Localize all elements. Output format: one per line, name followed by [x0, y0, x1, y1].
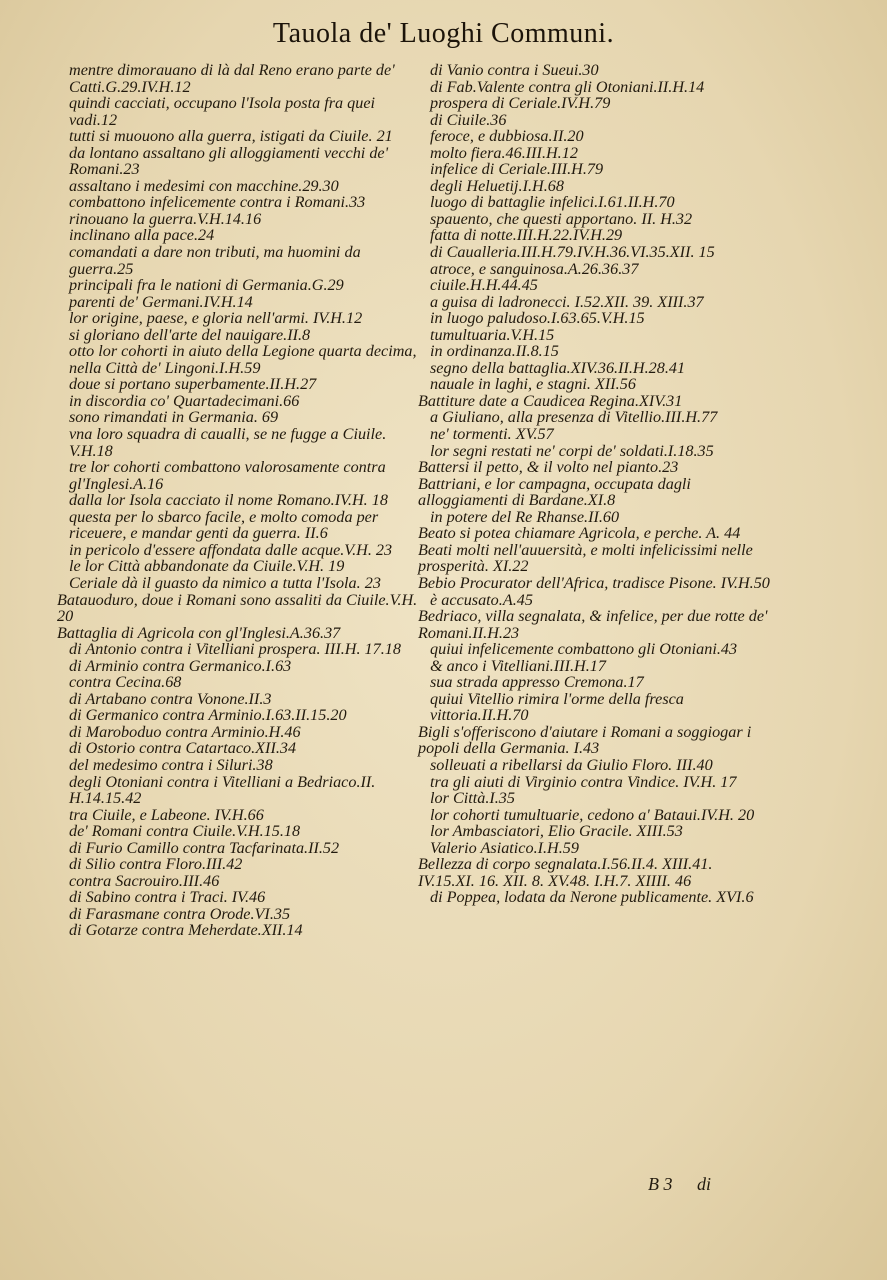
index-subentry: quiui Vitellio rimira l'orme della fresca vittoria.II.H.70 — [430, 689, 684, 725]
index-subentry: contra Cecina.68 — [69, 673, 182, 692]
index-subentry: principali fra le nationi di Germania.G.29 — [69, 276, 344, 295]
index-subentry: del medesimo contra i Siluri.38 — [69, 755, 273, 774]
index-subentry: rinouano la guerra.V.H.14.16 — [69, 209, 262, 228]
index-heading-entry: Battersi il petto, & il volto nel pianto.23 — [418, 458, 679, 477]
index-subentry: quiui infelicemente combattono gli Otoniani.43 — [430, 640, 738, 659]
index-subentry: in potere del Re Rhanse.II.60 — [430, 507, 620, 526]
index-subentry: Ceriale dà il guasto da nimico a tutta l'Isola. 23 — [69, 573, 381, 592]
index-heading-entry: Bedriaco, villa segnalata, & infelice, per due rotte de' Romani.II.H.23 — [418, 607, 768, 642]
index-subentry: di Silio contra Floro.III.42 — [69, 855, 243, 874]
index-subentry: mentre dimorauano di là dal Reno erano parte de' Catti.G.29.IV.H.12 — [69, 61, 395, 96]
page-title: Tauola de' Luoghi Communi. — [272, 18, 615, 49]
index-subentry: sua strada appresso Cremona.17 — [430, 673, 644, 692]
index-subentry: assaltano i medesimi con macchine.29.30 — [69, 176, 339, 195]
index-subentry: luogo di battaglie infelici.I.61.II.H.70 — [430, 193, 675, 212]
index-subentry: di Ciuile.36 — [430, 110, 507, 129]
index-column-left — [57, 62, 427, 939]
index-subentry: da lontano assaltano gli alloggiamenti vecchi de' Romani.23 — [69, 143, 389, 179]
index-subentry: di Gotarze contra Meherdate.XII.14 — [69, 921, 303, 940]
index-subentry: di Furio Camillo contra Tacfarinata.II.52 — [69, 838, 340, 857]
index-subentry: molto fiera.46.III.H.12 — [430, 143, 578, 162]
index-subentry: a Giuliano, alla presenza di Vitellio.III.H.77 — [430, 408, 718, 427]
index-subentry: degli Heluetij.I.H.68 — [430, 176, 564, 195]
index-subentry: infelice di Ceriale.III.H.79 — [430, 160, 604, 179]
index-subentry: doue si portano superbamente.II.H.27 — [69, 375, 317, 394]
index-subentry: lor origine, paese, e gloria nell'armi. IV.H.12 — [69, 309, 363, 328]
index-subentry: di Poppea, lodata da Nerone publicamente. XVI.6 — [430, 888, 754, 907]
index-subentry: a guisa di ladronecci. I.52.XII. 39. XIII.37 — [430, 292, 704, 311]
index-subentry: segno della battaglia.XIV.36.II.H.28.41 — [430, 358, 686, 377]
index-subentry: tumultuaria.V.H.15 — [430, 325, 555, 344]
index-subentry: di Sabino contra i Traci. IV.46 — [69, 888, 266, 907]
index-subentry: degli Otoniani contra i Vitelliani a Bedriaco.II. H.14.15.42 — [69, 772, 376, 808]
catchword: di — [697, 1174, 712, 1194]
index-subentry: prospera di Ceriale.IV.H.79 — [430, 94, 611, 113]
index-heading-entry: Beato si potea chiamare Agricola, e perche. A. 44 — [418, 524, 741, 543]
index-heading-entry: Beati molti nell'auuersità, e molti infelicissimi nelle prosperità. XI.22 — [418, 540, 753, 576]
index-subentry: dalla lor Isola cacciato il nome Romano.IV.H. 18 — [69, 491, 388, 510]
index-subentry: contra Sacrouiro.III.46 — [69, 871, 220, 890]
index-subentry: feroce, e dubbiosa.II.20 — [430, 127, 584, 146]
index-subentry: inclinano alla pace.24 — [69, 226, 215, 245]
index-subentry: in luogo paludoso.I.63.65.V.H.15 — [430, 309, 645, 328]
index-subentry: in pericolo d'essere affondata dalle acque.V.H. 23 — [69, 540, 393, 559]
index-subentry: tutti si muouono alla guerra, istigati da Ciuile. 21 — [69, 127, 393, 146]
index-subentry: spauento, che questi apportano. II. H.32 — [430, 209, 693, 228]
index-heading-entry: Bigli s'offeriscono d'aiutare i Romani a soggiogar i popoli della Germania. I.43 — [418, 722, 752, 758]
index-heading-entry: Batauoduro, doue i Romani sono assaliti da Ciuile.V.H. 20 — [57, 590, 418, 626]
index-subentry: tra gli aiuti di Virginio contra Vindice. IV.H. 17 — [430, 772, 737, 791]
index-subentry: questa per lo sbarco facile, e molto comoda per riceuere, e mandar genti da guerra. II.6 — [69, 507, 379, 543]
index-subentry: di Antonio contra i Vitelliani prospera. III.H. 17.18 — [69, 640, 401, 659]
index-subentry: ciuile.H.H.44.45 — [430, 276, 538, 295]
index-subentry: lor Ambasciatori, Elio Gracile. XIII.53 — [430, 822, 683, 841]
index-subentry: lor segni restati ne' corpi de' soldati.I.18.35 — [430, 441, 714, 460]
index-subentry: si gloriano dell'arte del nauigare.II.8 — [69, 325, 311, 344]
index-heading-entry: Battriani, e lor campagna, occupata dagli alloggiamenti di Bardane.XI.8 — [418, 474, 691, 510]
index-subentry: atroce, e sanguinosa.A.26.36.37 — [430, 259, 639, 278]
index-subentry: di Vanio contra i Sueui.30 — [430, 61, 599, 79]
index-subentry: Valerio Asiatico.I.H.59 — [430, 838, 579, 857]
index-subentry: vna loro squadra di caualli, se ne fugge a Ciuile. V.H.18 — [69, 425, 387, 460]
index-heading-entry: Bellezza di corpo segnalata.I.56.II.4. XIII.41. IV.15.XI. 16. XII. 8. XV.48. I.H.7. XIIII. 46 — [418, 855, 713, 890]
index-subentry: di Maroboduo contra Arminio.H.46 — [69, 722, 301, 741]
index-subentry: le lor Città abbandonate da Ciuile.V.H. 19 — [69, 557, 345, 576]
index-subentry: parenti de' Germani.IV.H.14 — [69, 292, 253, 311]
index-heading-entry: Bebio Procurator dell'Africa, tradisce Pisone. IV.H.50 — [418, 573, 770, 592]
index-subentry: di Farasmane contra Orode.VI.35 — [69, 904, 291, 923]
index-subentry: è accusato.A.45 — [430, 590, 533, 609]
index-subentry: tre lor cohorti combattono valorosamente contra gl'Inglesi.A.16 — [69, 458, 386, 493]
index-subentry: nauale in laghi, e stagni. XII.56 — [430, 375, 636, 394]
index-column-right — [418, 62, 770, 906]
index-heading-entry: Battaglia di Agricola con gl'Inglesi.A.36.37 — [57, 623, 341, 642]
index-subentry: solleuati a ribellarsi da Giulio Floro. III.40 — [430, 755, 713, 774]
index-subentry: di Germanico contra Arminio.I.63.II.15.20 — [69, 706, 347, 725]
index-subentry: fatta di notte.III.H.22.IV.H.29 — [430, 226, 623, 245]
index-subentry: lor Città.I.35 — [430, 789, 515, 808]
index-subentry: ne' tormenti. XV.57 — [430, 425, 554, 444]
index-subentry: di Arminio contra Germanico.I.63 — [69, 656, 292, 675]
index-subentry: in discordia co' Quartadecimani.66 — [69, 391, 300, 410]
index-subentry: comandati a dare non tributi, ma huomini da guerra.25 — [69, 243, 361, 278]
index-subentry: in ordinanza.II.8.15 — [430, 342, 559, 361]
index-subentry: combattono infelicemente contra i Romani.33 — [69, 193, 366, 212]
index-subentry: quindi cacciati, occupano l'Isola posta fra quei vadi.12 — [69, 94, 376, 129]
index-subentry: de' Romani contra Ciuile.V.H.15.18 — [69, 822, 301, 841]
index-subentry: otto lor cohorti in aiuto della Legione quarta decima, nella Città de' Lingoni.I.H.59 — [69, 342, 417, 377]
page-footer — [648, 1174, 731, 1195]
index-subentry: di Artabano contra Vonone.II.3 — [69, 689, 272, 708]
index-subentry: di Fab.Valente contra gli Otoniani.II.H.14 — [430, 77, 705, 96]
index-subentry: sono rimandati in Germania. 69 — [69, 408, 279, 427]
index-heading-entry: Battiture date a Caudicea Regina.XIV.31 — [418, 391, 683, 410]
index-subentry: tra Ciuile, e Labeone. IV.H.66 — [69, 805, 264, 824]
index-subentry: lor cohorti tumultuarie, cedono a' Bataui.IV.H. 20 — [430, 805, 755, 824]
index-subentry: di Ostorio contra Catartaco.XII.34 — [69, 739, 297, 758]
signature-mark: B 3 — [648, 1174, 673, 1194]
index-subentry: & anco i Vitelliani.III.H.17 — [430, 656, 606, 675]
index-subentry: di Caualleria.III.H.79.IV.H.36.VI.35.XII. 15 — [430, 243, 715, 262]
